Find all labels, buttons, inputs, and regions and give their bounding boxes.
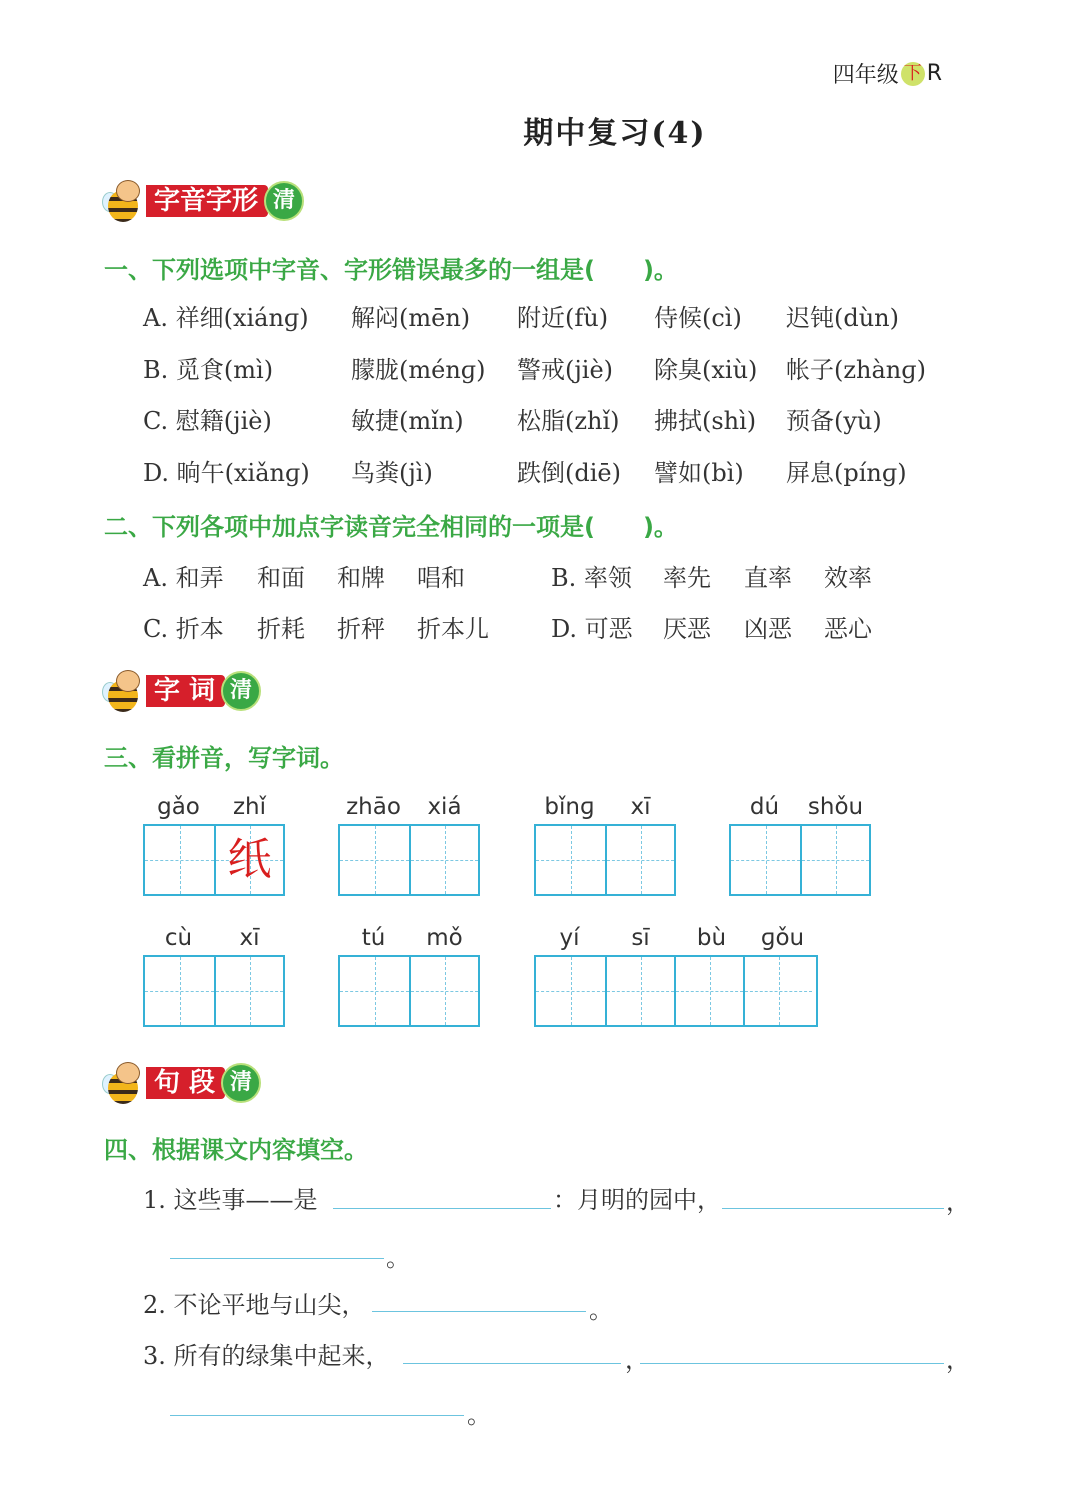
character-box[interactable] (605, 826, 674, 894)
pinyin-writing-group (534, 925, 818, 1027)
tian-zi-grid (729, 824, 871, 896)
option-label-word: B. 觅食(mì) (143, 356, 274, 384)
pinyin-label: xiá (427, 794, 462, 820)
pinyin-writing-group (729, 794, 871, 896)
question-2-heading: 二、下列各项中加点字读音完全相同的一项是( )。 (104, 513, 678, 541)
qing-badge-icon: 清 (221, 1063, 261, 1103)
pinyin-label: cù (164, 925, 193, 951)
option-word: 除臭(xiù) (654, 356, 758, 384)
character-box[interactable] (340, 957, 409, 1025)
section-title: 字 词 (146, 675, 225, 707)
tian-zi-grid (338, 824, 480, 896)
tian-zi-grid (338, 955, 480, 1027)
character-box[interactable] (800, 826, 869, 894)
tian-zi-grid (143, 955, 285, 1027)
handwritten-answer (536, 957, 605, 1025)
punctuation: ， (946, 1188, 970, 1216)
handwritten-answer (340, 826, 409, 894)
option-word: 鸟粪(jì) (351, 459, 433, 487)
pinyin-writing-group (338, 925, 480, 1027)
handwritten-answer (536, 826, 605, 894)
answer-blank[interactable] (333, 1208, 551, 1209)
semester-badge: 下 (901, 62, 925, 86)
character-box[interactable] (731, 826, 800, 894)
option-label-word: C. 折本 (143, 615, 224, 643)
option-label-word: A. 祥细(xiánɡ) (143, 304, 309, 332)
character-box[interactable] (743, 957, 812, 1025)
character-box[interactable] (409, 957, 478, 1025)
handwritten-answer (145, 826, 214, 894)
section-banner-pronunciation (102, 178, 304, 224)
handwritten-answer (411, 957, 478, 1025)
answer-blank[interactable] (170, 1258, 384, 1259)
handwritten-answer (745, 957, 812, 1025)
question-4-heading: 四、根据课文内容填空。 (104, 1136, 368, 1164)
option-word: 厌恶 (663, 615, 711, 643)
option-label-word: B. 率领 (551, 564, 632, 592)
pinyin-writing-group (143, 925, 285, 1027)
option-word: 解闷(mēn) (351, 304, 471, 332)
tian-zi-grid (534, 955, 818, 1027)
option-word: 拂拭(shì) (654, 407, 757, 435)
handwritten-answer (145, 957, 214, 1025)
punctuation: 。 (467, 1401, 491, 1429)
option-word: 帐子(zhànɡ) (786, 356, 926, 384)
handwritten-answer (607, 957, 674, 1025)
answer-blank[interactable] (372, 1311, 586, 1312)
pinyin-label: xī (239, 925, 260, 951)
bee-mascot-icon (102, 668, 146, 714)
punctuation: 。 (386, 1244, 410, 1272)
handwritten-answer (411, 826, 478, 894)
character-box[interactable] (145, 957, 214, 1025)
pinyin-label: mǒ (426, 925, 463, 951)
option-word: 恶心 (824, 615, 872, 643)
option-word: 附近(fù) (517, 304, 609, 332)
character-box[interactable] (536, 957, 605, 1025)
pinyin-label: sī (631, 925, 650, 951)
pinyin-label: yí (559, 925, 580, 951)
page-title: 期中复习(4) (523, 116, 707, 151)
option-word: 效率 (824, 564, 872, 592)
fill-item-1-middle: ：月明的园中， (553, 1186, 721, 1214)
character-box[interactable] (214, 826, 283, 894)
answer-blank[interactable] (170, 1415, 464, 1416)
qing-badge-icon: 清 (221, 671, 261, 711)
bee-mascot-icon (102, 178, 146, 224)
handwritten-answer (731, 826, 800, 894)
grade-text: 四年级 (832, 63, 899, 88)
option-word: 预备(yù) (786, 407, 882, 435)
option-word: 折耗 (257, 615, 305, 643)
option-word: 凶恶 (744, 615, 792, 643)
option-word: 率先 (663, 564, 711, 592)
option-word: 松脂(zhǐ) (517, 407, 620, 435)
pinyin-writing-group (143, 794, 285, 896)
option-word: 直率 (744, 564, 792, 592)
handwritten-answer (607, 826, 674, 894)
option-word: 侍候(cì) (654, 304, 742, 332)
handwritten-answer (216, 957, 283, 1025)
edition-letter: R (926, 61, 942, 86)
pinyin-label: xī (630, 794, 651, 820)
section-banner-sentences (102, 1060, 261, 1106)
option-word: 譬如(bì) (654, 459, 744, 487)
tian-zi-grid (143, 824, 285, 896)
option-label-word: D. 晌午(xiǎnɡ) (143, 459, 310, 487)
character-box[interactable] (145, 826, 214, 894)
pinyin-label: shǒu (807, 794, 864, 820)
punctuation: ， (946, 1346, 970, 1374)
pinyin-label: bǐnɡ (544, 794, 595, 820)
answer-blank[interactable] (403, 1363, 621, 1364)
pinyin-label: zhāo (346, 794, 401, 820)
character-box[interactable] (536, 826, 605, 894)
option-word: 警戒(jiè) (517, 356, 614, 384)
answer-blank[interactable] (640, 1363, 944, 1364)
punctuation: 。 (589, 1296, 613, 1324)
punctuation: ， (625, 1346, 649, 1374)
option-word: 跌倒(diē) (517, 459, 621, 487)
section-banner-words (102, 668, 261, 714)
pinyin-label: tú (361, 925, 386, 951)
handwritten-answer (802, 826, 869, 894)
option-word: 折秤 (337, 615, 385, 643)
pinyin-writing-group (534, 794, 676, 896)
section-title: 句 段 (146, 1067, 225, 1099)
option-word: 和面 (257, 564, 305, 592)
handwritten-answer (676, 957, 743, 1025)
fill-item-2-prefix: 2. 不论平地与山尖， (143, 1291, 366, 1319)
pinyin-label: dú (749, 794, 780, 820)
option-word: 朦胧(ménɡ) (351, 356, 486, 384)
qing-badge-icon: 清 (264, 181, 304, 221)
handwritten-answer: 纸 (227, 834, 272, 885)
character-box[interactable] (340, 826, 409, 894)
bee-mascot-icon (102, 1060, 146, 1106)
question-3-heading: 三、看拼音，写字词。 (104, 744, 344, 772)
grade-label (833, 58, 942, 89)
character-box[interactable] (214, 957, 283, 1025)
option-label-word: C. 慰籍(jiè) (143, 407, 272, 435)
fill-item-3-prefix: 3. 所有的绿集中起来， (143, 1342, 390, 1370)
character-box[interactable] (605, 957, 674, 1025)
character-box[interactable] (409, 826, 478, 894)
option-word: 唱和 (417, 564, 465, 592)
pinyin-label: zhǐ (232, 794, 267, 820)
option-word: 和牌 (337, 564, 385, 592)
option-word: 折本儿 (417, 615, 489, 643)
question-1-heading: 一、下列选项中字音、字形错误最多的一组是( )。 (104, 256, 678, 284)
pinyin-writing-group (338, 794, 480, 896)
handwritten-answer (340, 957, 409, 1025)
option-label-word: D. 可恶 (551, 615, 633, 643)
answer-blank[interactable] (722, 1208, 944, 1209)
option-word: 迟钝(dùn) (786, 304, 900, 332)
fill-item-1-prefix: 1. 这些事——是 (143, 1186, 318, 1214)
option-label-word: A. 和弄 (143, 564, 224, 592)
option-word: 敏捷(mǐn) (351, 407, 464, 435)
pinyin-label: ɡǒu (760, 925, 805, 951)
option-word: 屏息(pínɡ) (786, 459, 907, 487)
pinyin-label: bù (696, 925, 727, 951)
pinyin-label: gǎo (157, 794, 200, 820)
section-title: 字音字形 (146, 185, 268, 217)
tian-zi-grid (534, 824, 676, 896)
character-box[interactable] (674, 957, 743, 1025)
